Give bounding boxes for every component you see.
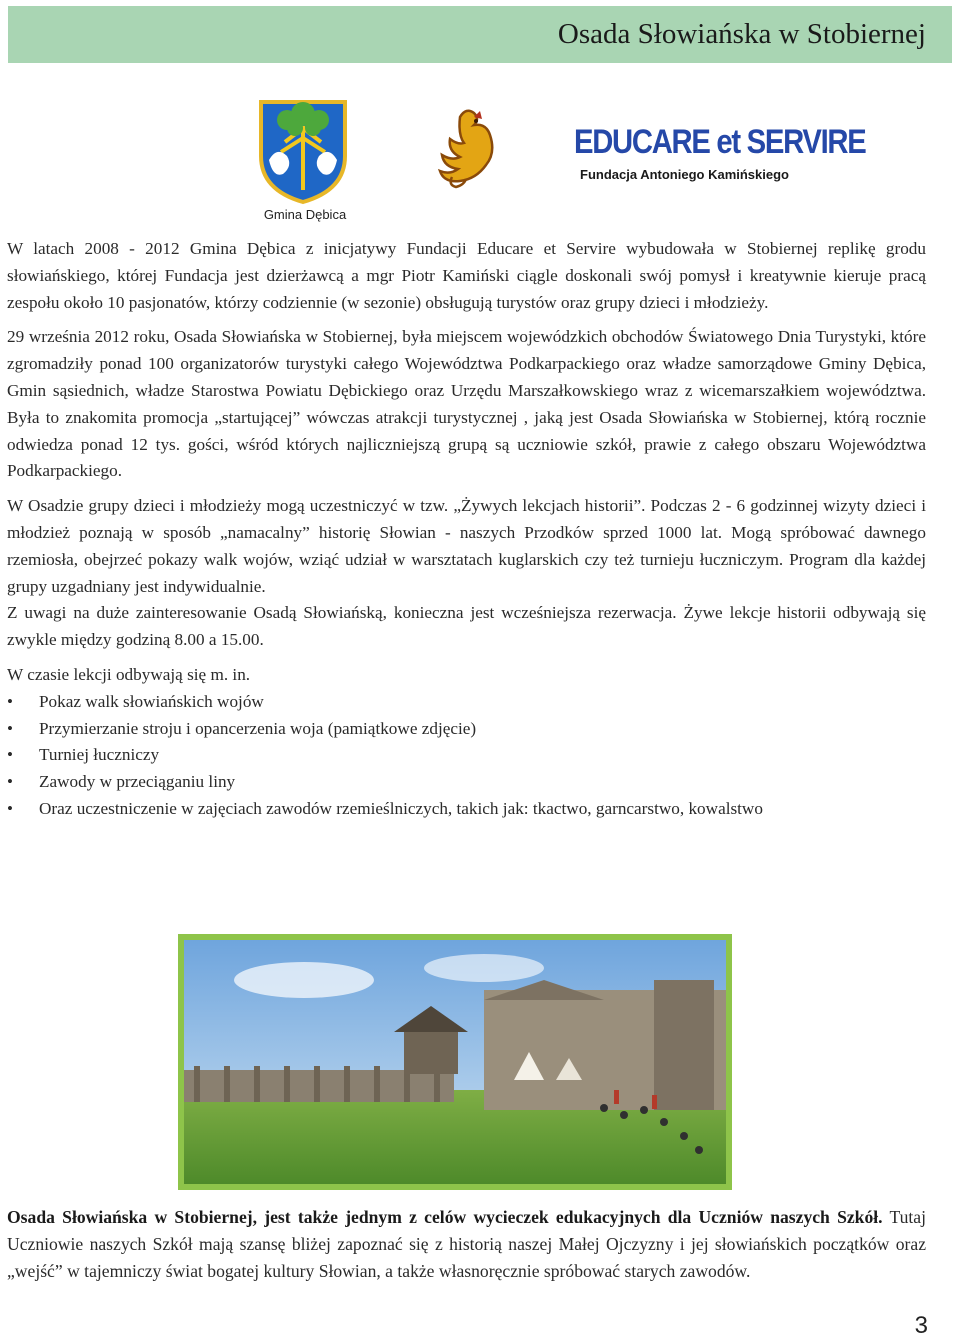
- paragraph-reservation: Z uwagi na duże zainteresowanie Osadą Słowiańską, konieczna jest wcześniejsza rezerwacja. Żywe lekcje historii odbywają się zwykle między godziną 8.00 a 15.00.: [7, 603, 926, 650]
- paragraph-tourism-day: 29 września 2012 roku, Osada Słowiańska w Stobiernej, była miejscem wojewódzkich obchodów Światowego Dnia Turystyki, które zgromadziły ponad 100 organizatorów turystyki całego Województwa Podkarpackiego oraz władze samorządowe Gminy Dębica, Gmin sąsiednich, władze Starostwa Powiatu Dębickiego oraz Urzędu Marszałkowskiego wraz z wicemarszałkiem województwa. Była to znakomita promocja „startującej” wówczas atrakcji turystycznej , jaką jest Osada Słowiańska w Stobiernej, którą rocznie odwiedza ponad 12 tys. gości, wśród których najliczniejszą grupą są uczniowie szkół, prawie z całego obszaru Województwa Podkarpackiego.: [7, 327, 926, 481]
- closing-bold-text: Osada Słowiańska w Stobiernej, jest także jednym z celów wycieczek edukacyjnych dla Uczniów naszych Szkół.: [7, 1207, 883, 1227]
- closing-text: Tutaj Uczniowie naszych Szkół mają szansę bliżej zapoznać się z historią naszej Małej Ojczyzny i jej słowiańskich początków oraz „wejść” w tajemniczy świat bogatej kultury Słowian, a także własnoręcznie spróbować starych zawodów.: [7, 1207, 927, 1281]
- gmina-crest-icon: [257, 98, 349, 206]
- page-number: 3: [914, 1312, 928, 1339]
- activities-list: [7, 689, 926, 823]
- closing-paragraph: [7, 1204, 926, 1284]
- gmina-caption: Gmina Dębica: [263, 207, 347, 222]
- settlement-photo: [178, 934, 732, 1190]
- page-title: Osada Słowiańska w Stobiernej: [557, 18, 926, 50]
- educare-logo: EDUCARE et SERVIRE: [574, 123, 866, 161]
- rooster-logo-icon: [430, 107, 506, 191]
- list-item: • Przymierzanie stroju i opancerzenia woja (pamiątkowe zdjęcie): [7, 716, 926, 743]
- list-item: • Pokaz walk słowiańskich wojów: [7, 689, 926, 716]
- list-item: • Oraz uczestniczenie w zajęciach zawodów rzemieślniczych, takich jak: tkactwo, garncarstwo, kowalstwo: [7, 796, 926, 823]
- list-item: • Turniej łuczniczy: [7, 742, 926, 769]
- article-body: [7, 236, 926, 823]
- header-bar: [8, 6, 952, 63]
- paragraph-activities-intro: W czasie lekcji odbywają się m. in.: [7, 664, 251, 684]
- foundation-name: Fundacja Antoniego Kamińskiego: [580, 167, 789, 182]
- logos-row: [0, 95, 960, 230]
- paragraph-history-lessons: W Osadzie grupy dzieci i młodzieży mogą uczestniczyć w tzw. „Żywych lekcjach historii”. Podczas 2 - 6 godzinnej wizyty dzieci i młodzież poznają w sposób „namacalny” historię Słowian - naszych Przodków sprzed 1000 lat. Mogą spróbować dawnego rzemiosła, obejrzeć pokazy walk wojów, wziąć udział w warsztatach kuglarskich czy też turnieju łuczniczym. Program dla każdej grupy uzgadniany jest indywidualnie.: [7, 496, 926, 596]
- paragraph-intro: W latach 2008 - 2012 Gmina Dębica z inicjatywy Fundacji Educare et Servire wybudowała w Stobiernej replikę grodu słowiańskiego, której Fundacja jest dzierżawcą a mgr Piotr Kamiński ciągle doskonali swój pomysł i kreatywnie kieruje pracą zespołu około 10 pasjonatów, którzy codziennie (w sezonie) obsługują turystów oraz grupy dzieci i młodzieży.: [7, 239, 926, 312]
- list-item: • Zawody w przeciąganiu liny: [7, 769, 926, 796]
- settlement-photo-icon: [184, 940, 726, 1184]
